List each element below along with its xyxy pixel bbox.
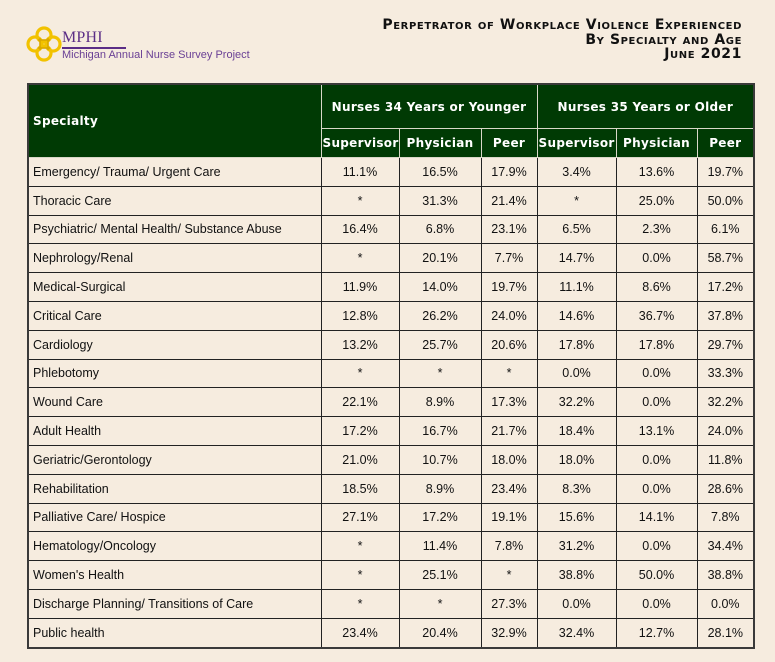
value-cell: 11.9% [321,273,399,302]
logo-subtitle: Michigan Annual Nurse Survey Project [62,49,250,61]
value-cell: 21.7% [481,417,537,446]
table-body [28,158,754,648]
specialty-name: Rehabilitation [28,474,321,503]
specialty-header: Specialty [28,84,321,158]
value-cell: 10.7% [399,445,481,474]
specialty-name: Wound Care [28,388,321,417]
value-cell: 6.8% [399,215,481,244]
table-row [28,417,754,446]
mphi-logo [26,26,250,66]
value-cell: 32.2% [537,388,616,417]
specialty-name: Nephrology/Renal [28,244,321,273]
table-row [28,503,754,532]
value-cell: 19.7% [697,158,754,187]
table-row [28,532,754,561]
value-cell: 14.6% [537,301,616,330]
col-header-supervisor-older: Supervisor [537,129,616,158]
value-cell: * [399,589,481,618]
title-line-2: By Specialty and Age [585,31,742,48]
value-cell: 32.9% [481,618,537,647]
table-row [28,388,754,417]
value-cell: 0.0% [616,589,697,618]
value-cell: 7.8% [697,503,754,532]
value-cell: 17.2% [399,503,481,532]
value-cell: 36.7% [616,301,697,330]
group-header-younger: Nurses 34 Years or Younger [321,84,537,129]
violence-table [27,83,755,649]
value-cell: 0.0% [697,589,754,618]
value-cell: 8.3% [537,474,616,503]
value-cell: 8.6% [616,273,697,302]
specialty-name: Public health [28,618,321,647]
value-cell: 37.8% [697,301,754,330]
mphi-knot-icon [26,26,62,62]
value-cell: 32.4% [537,618,616,647]
value-cell: 0.0% [537,359,616,388]
value-cell: 8.9% [399,474,481,503]
value-cell: 34.4% [697,532,754,561]
value-cell: 12.8% [321,301,399,330]
value-cell: 11.8% [697,445,754,474]
specialty-name: Emergency/ Trauma/ Urgent Care [28,158,321,187]
table-row [28,618,754,647]
specialty-name: Phlebotomy [28,359,321,388]
value-cell: 50.0% [697,186,754,215]
value-cell: 17.8% [616,330,697,359]
value-cell: 17.2% [697,273,754,302]
value-cell: 16.4% [321,215,399,244]
specialty-name: Discharge Planning/ Transitions of Care [28,589,321,618]
value-cell: 18.5% [321,474,399,503]
value-cell: 33.3% [697,359,754,388]
table-row [28,474,754,503]
value-cell: * [481,359,537,388]
col-header-physician-older: Physician [616,129,697,158]
title-line-1: Perpetrator of Workplace Violence Experienced [382,17,742,33]
specialty-name: Women's Health [28,561,321,590]
value-cell: 20.4% [399,618,481,647]
value-cell: * [481,561,537,590]
group-header-older: Nurses 35 Years or Older [537,84,754,129]
value-cell: 0.0% [616,474,697,503]
page-title [382,18,742,62]
table-row [28,158,754,187]
table-row [28,589,754,618]
value-cell: 22.1% [321,388,399,417]
col-header-supervisor-younger: Supervisor [321,129,399,158]
specialty-name: Psychiatric/ Mental Health/ Substance Abuse [28,215,321,244]
value-cell: 18.4% [537,417,616,446]
value-cell: 23.1% [481,215,537,244]
value-cell: 2.3% [616,215,697,244]
value-cell: 17.2% [321,417,399,446]
value-cell: 28.1% [697,618,754,647]
value-cell: 12.7% [616,618,697,647]
col-header-peer-younger: Peer [481,129,537,158]
value-cell: 15.6% [537,503,616,532]
value-cell: 24.0% [697,417,754,446]
value-cell: 27.3% [481,589,537,618]
value-cell: 17.3% [481,388,537,417]
value-cell: * [321,532,399,561]
value-cell: 18.0% [537,445,616,474]
value-cell: * [321,244,399,273]
value-cell: 21.4% [481,186,537,215]
value-cell: 23.4% [481,474,537,503]
value-cell: * [321,186,399,215]
value-cell: 11.1% [321,158,399,187]
value-cell: 32.2% [697,388,754,417]
table-row [28,273,754,302]
value-cell: 14.7% [537,244,616,273]
value-cell: 25.7% [399,330,481,359]
specialty-name: Geriatric/Gerontology [28,445,321,474]
value-cell: 6.5% [537,215,616,244]
value-cell: 20.6% [481,330,537,359]
value-cell: 6.1% [697,215,754,244]
value-cell: 0.0% [616,445,697,474]
value-cell: 8.9% [399,388,481,417]
value-cell: 28.6% [697,474,754,503]
value-cell: * [321,589,399,618]
value-cell: 31.3% [399,186,481,215]
value-cell: 3.4% [537,158,616,187]
value-cell: 0.0% [616,244,697,273]
table-row [28,215,754,244]
value-cell: 7.7% [481,244,537,273]
value-cell: 11.1% [537,273,616,302]
value-cell: 16.7% [399,417,481,446]
value-cell: 0.0% [616,388,697,417]
specialty-name: Critical Care [28,301,321,330]
value-cell: 7.8% [481,532,537,561]
value-cell: 13.1% [616,417,697,446]
table-row [28,301,754,330]
value-cell: * [321,561,399,590]
value-cell: 17.8% [537,330,616,359]
value-cell: 19.7% [481,273,537,302]
value-cell: 0.0% [616,359,697,388]
value-cell: 38.8% [697,561,754,590]
value-cell: 16.5% [399,158,481,187]
value-cell: 13.6% [616,158,697,187]
value-cell: * [321,359,399,388]
value-cell: * [399,359,481,388]
value-cell: 14.0% [399,273,481,302]
value-cell: 11.4% [399,532,481,561]
specialty-name: Cardiology [28,330,321,359]
specialty-name: Palliative Care/ Hospice [28,503,321,532]
value-cell: 19.1% [481,503,537,532]
table-row [28,330,754,359]
table-row [28,244,754,273]
value-cell: 21.0% [321,445,399,474]
title-line-3: June 2021 [664,46,742,62]
col-header-peer-older: Peer [697,129,754,158]
value-cell: 18.0% [481,445,537,474]
value-cell: 23.4% [321,618,399,647]
specialty-name: Adult Health [28,417,321,446]
table-row [28,445,754,474]
table-row [28,561,754,590]
col-header-physician-younger: Physician [399,129,481,158]
value-cell: 27.1% [321,503,399,532]
value-cell: 17.9% [481,158,537,187]
value-cell: 13.2% [321,330,399,359]
value-cell: 29.7% [697,330,754,359]
specialty-name: Medical-Surgical [28,273,321,302]
value-cell: 50.0% [616,561,697,590]
specialty-name: Hematology/Oncology [28,532,321,561]
value-cell: 14.1% [616,503,697,532]
value-cell: 38.8% [537,561,616,590]
value-cell: 31.2% [537,532,616,561]
value-cell: 0.0% [616,532,697,561]
value-cell: 25.0% [616,186,697,215]
table-row [28,186,754,215]
value-cell: 26.2% [399,301,481,330]
value-cell: * [537,186,616,215]
logo-org-name: MPHI [62,29,103,46]
specialty-name: Thoracic Care [28,186,321,215]
value-cell: 0.0% [537,589,616,618]
table-row [28,359,754,388]
value-cell: 25.1% [399,561,481,590]
value-cell: 20.1% [399,244,481,273]
value-cell: 24.0% [481,301,537,330]
value-cell: 58.7% [697,244,754,273]
